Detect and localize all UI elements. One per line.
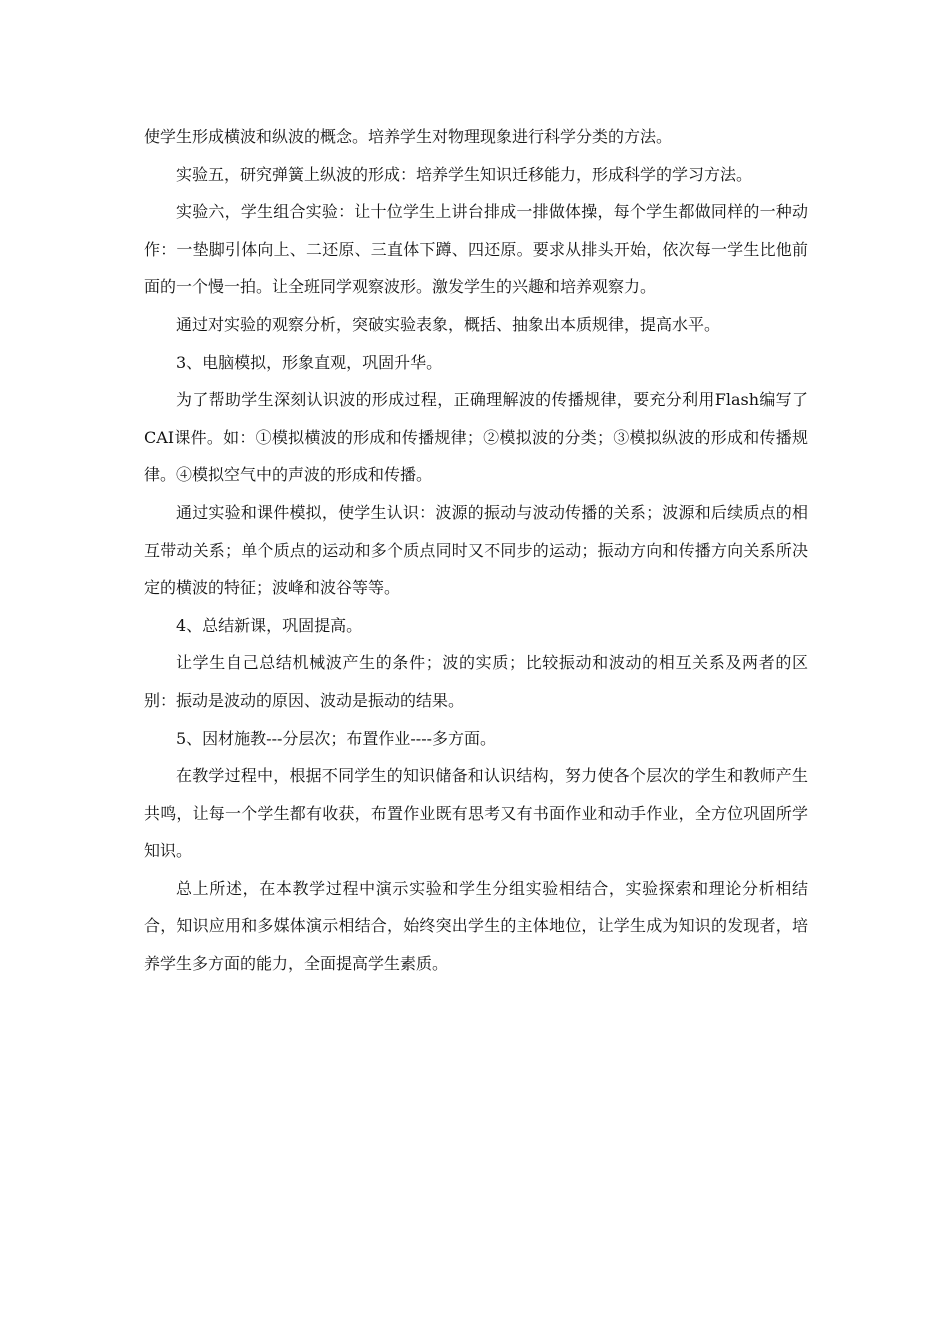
paragraph-6: 为了帮助学生深刻认识波的形成过程，正确理解波的传播规律，要充分利用Flash编写了CAI课件。如：①模拟横波的形成和传播规律；②模拟波的分类；③模拟纵波的形成和传播规律。④模拟空气中的声波的形成和传播。: [144, 390, 808, 485]
paragraph-11: 在教学过程中，根据不同学生的知识储备和认识结构，努力使各个层次的学生和教师产生共鸣，让每一个学生都有收获，布置作业既有思考又有书面作业和动手作业，全方位巩固所学知识。: [144, 766, 808, 861]
paragraph-1: 使学生形成横波和纵波的概念。培养学生对物理现象进行科学分类的方法。: [144, 127, 673, 146]
paragraph-4: 通过对实验的观察分析，突破实验表象，概括、抽象出本质规律，提高水平。: [176, 314, 721, 334]
paragraph-2: 实验五，研究弹簧上纵波的形成：培养学生知识迁移能力，形成科学的学习方法。: [176, 164, 753, 184]
section-heading-4: 4、总结新课，巩固提高。: [176, 615, 363, 635]
section-heading-3: 3、电脑模拟，形象直观，巩固升华。: [176, 352, 443, 372]
section-heading-5: 5、因材施教---分层次；布置作业----多方面。: [176, 728, 497, 748]
paragraph-9: 让学生自己总结机械波产生的条件；波的实质；比较振动和波动的相互关系及两者的区别：振动是波动的原因、波动是振动的结果。: [144, 653, 808, 710]
document-body: [144, 118, 808, 983]
paragraph-7: 通过实验和课件模拟，使学生认识：波源的振动与波动传播的关系；波源和后续质点的相互带动关系；单个质点的运动和多个质点同时又不同步的运动；振动方向和传播方向关系所决定的横波的特征；波峰和波谷等等。: [144, 502, 808, 598]
paragraph-3: 实验六，学生组合实验：让十位学生上讲台排成一排做体操，每个学生都做同样的一种动作：一垫脚引体向上、二还原、三直体下蹲、四还原。要求从排头开始，依次每一学生比他前面的一个慢一拍。让全班同学观察波形。激发学生的兴趣和培养观察力。: [144, 202, 808, 297]
paragraph-12: 总上所述，在本教学过程中演示实验和学生分组实验相结合，实验探索和理论分析相结合，知识应用和多媒体演示相结合，始终突出学生的主体地位，让学生成为知识的发现者，培养学生多方面的能力，全面提高学生素质。: [144, 878, 808, 974]
